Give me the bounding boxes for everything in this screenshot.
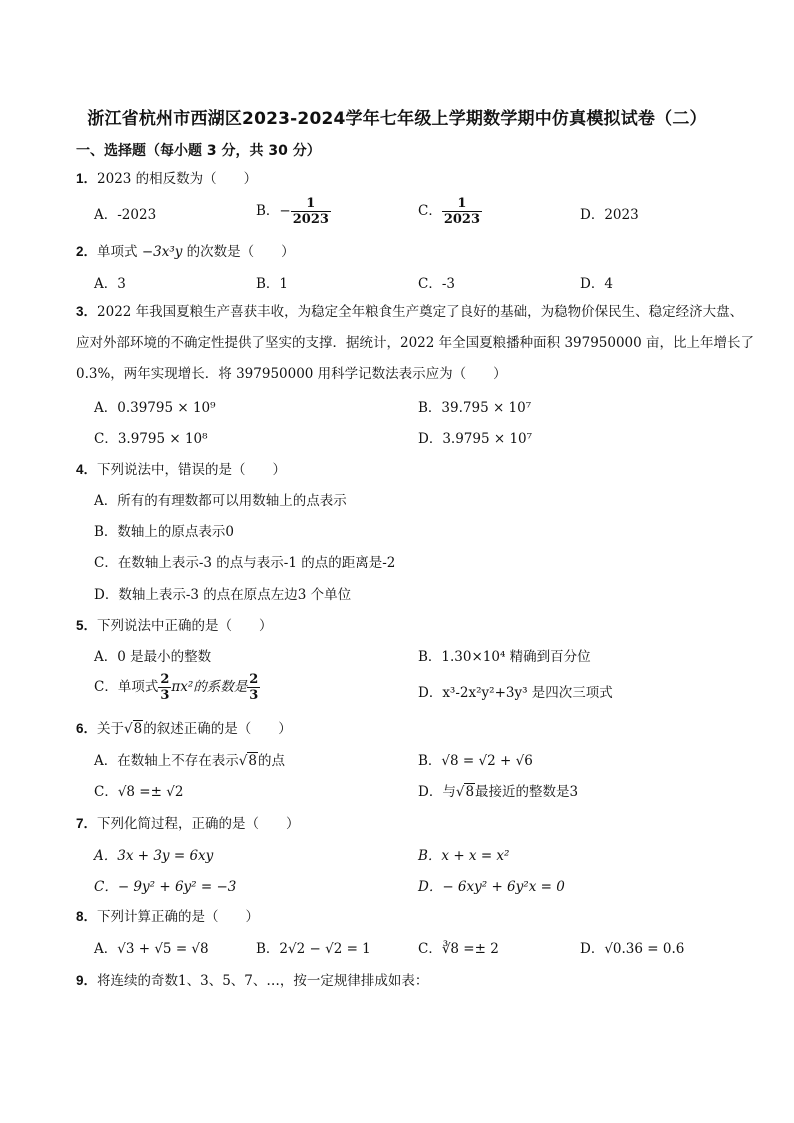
option-b: B．1 [256, 276, 289, 292]
question-7: 7．下列化简过程，正确的是（ ） [76, 816, 300, 832]
option-c: C． $\frac{1}{2023}$ [418, 196, 481, 227]
question-stem: 2023 的相反数为（ ） [97, 171, 258, 187]
question-3: 3．2022 年我国夏粮生产喜获丰收，为稳定全年粮食生产奠定了良好的基础，为稳物价保民生、稳定经济大盘、应对外部环境的不确定性提供了坚实的支撑．据统计，2022 年全国夏粮播种面积 397950000 亩，比上年增长了0.3%，两年实现增长．将 397950000 用科学记数法表示应为（ ） [76, 304, 755, 382]
option-d: D．与√8最接近的整数是3 [418, 784, 579, 800]
option-a: A．0.39795 × 10⁹ [94, 400, 216, 416]
question-6: 6．关于√8的叙述正确的是（ ） [76, 721, 292, 737]
option-a: A．3 [94, 276, 126, 292]
option-d: D．− 6xy² + 6y²x = 0 [418, 879, 565, 895]
math-expression: −3x³y [141, 244, 183, 260]
option-b: B．√8 = √2 + √6 [418, 753, 533, 769]
option-a: A．3x + 3y = 6xy [94, 848, 214, 864]
question-5: 5．下列说法中正确的是（ ） [76, 618, 273, 634]
question-2: 2．单项式 −3x³y 的次数是（ ） [76, 244, 295, 260]
option-a: A．0 是最小的整数 [94, 649, 212, 665]
option-d: D．3.9795 × 10⁷ [418, 431, 533, 447]
option-d: D．√0.36 = 0.6 [580, 941, 685, 957]
question-8: 8．下列计算正确的是（ ） [76, 909, 260, 925]
option-c: C．-3 [418, 276, 455, 292]
option-d: D．x³-2x²y²+3y³ 是四次三项式 [418, 685, 613, 701]
option-b: B．39.795 × 10⁷ [418, 400, 532, 416]
option-b: B．x + x = x² [418, 848, 510, 864]
option-d: D．2023 [580, 207, 639, 223]
option-b: B．− $\frac{1}{2023}$ [256, 196, 329, 227]
option-c: C．单项式 $\frac{2}{3}$ πx²的系数是 $\frac{2}{3}$ [94, 672, 259, 703]
option-a: A．在数轴上不存在表示√8的点 [94, 753, 285, 769]
page-title: 浙江省杭州市西湖区2023-2024学年七年级上学期数学期中仿真模拟试卷（二） [87, 109, 707, 129]
option-c: C．− 9y² + 6y² = −3 [94, 879, 237, 895]
option-c: C．在数轴上表示-3 的点与表示-1 的点的距离是-2 [94, 555, 396, 571]
option-a: A．所有的有理数都可以用数轴上的点表示 [94, 493, 347, 509]
question-9: 9．将连续的奇数1、3、5、7、…，按一定规律排成如表： [76, 973, 429, 989]
option-a: A．√3 + √5 = √8 [94, 941, 209, 957]
option-c: C．√8 =± √2 [94, 784, 184, 800]
question-1 [76, 167, 257, 187]
question-4: 4．下列说法中，错误的是（ ） [76, 462, 287, 478]
option-b: B．2√2 − √2 = 1 [256, 941, 371, 957]
option-c: C．3.9795 × 10⁸ [94, 431, 208, 447]
question-number: 1． [76, 171, 98, 186]
option-d: D．4 [580, 276, 613, 292]
option-b: B．数轴上的原点表示0 [94, 524, 235, 540]
option-d: D．数轴上表示-3 的点在原点左边3 个单位 [94, 587, 352, 603]
option-a: A．-2023 [94, 207, 157, 223]
section-heading: 一、选择题（每小题 3 分，共 30 分） [76, 143, 321, 159]
option-b: B．1.30×10⁴ 精确到百分位 [418, 649, 591, 665]
option-c: C．∛8 =± 2 [418, 941, 499, 957]
